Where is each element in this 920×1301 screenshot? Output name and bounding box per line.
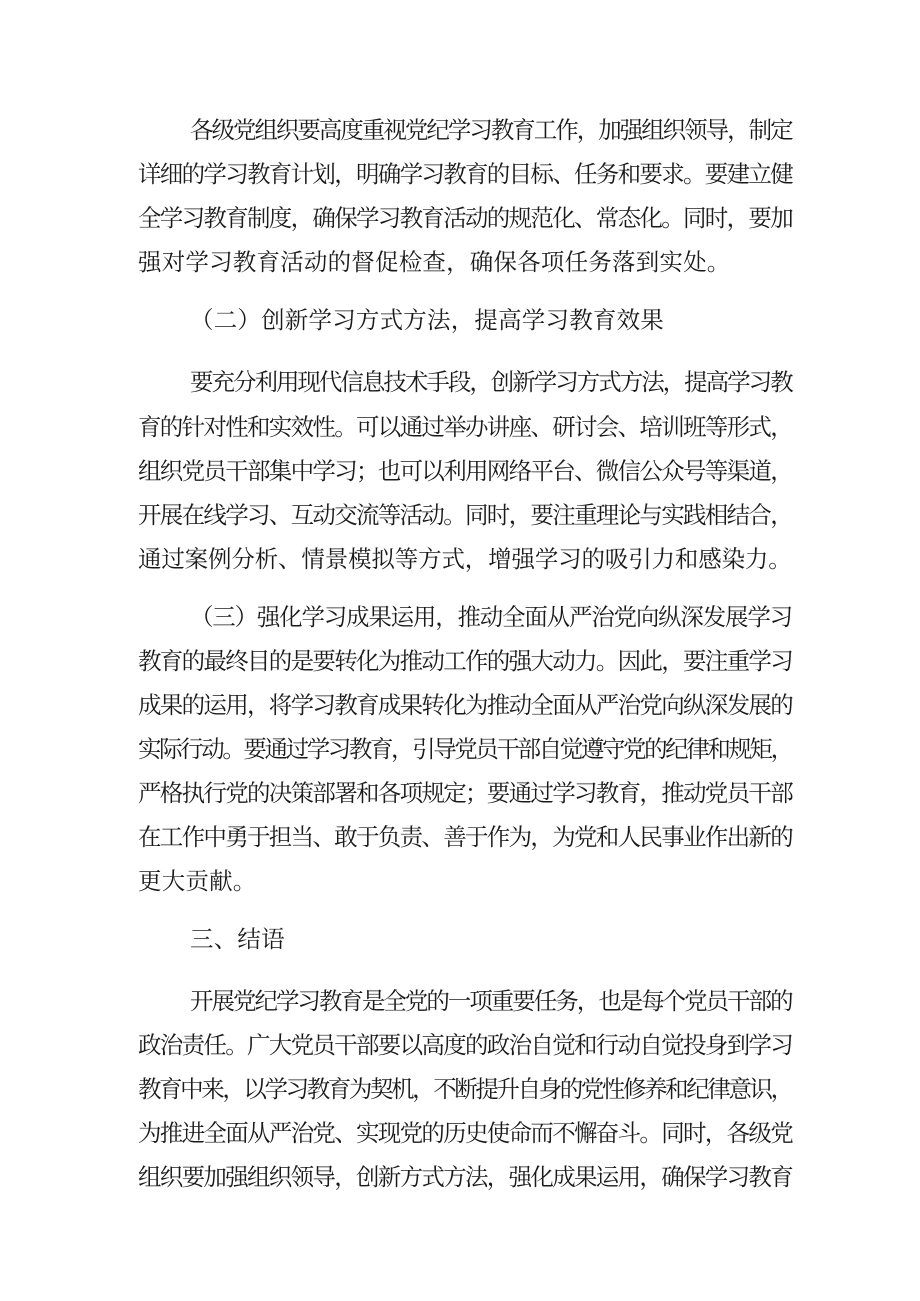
paragraph-line: 政治责任。广大党员干部要以高度的政治自觉和行动自觉投身到学习 <box>138 1031 792 1059</box>
paragraph-line: 全学习教育制度，确保学习教育活动的规范化、常态化。同时，要加 <box>138 204 792 232</box>
paragraph-line: 详细的学习教育计划，明确学习教育的目标、任务和要求。要建立健 <box>138 160 792 188</box>
paragraph-line: 组织要加强组织领导，创新方式方法，强化成果运用，确保学习教育 <box>138 1163 792 1191</box>
paragraph-line: 为推进全面从严治党、实现党的历史使命而不懈奋斗。同时，各级党 <box>138 1119 792 1147</box>
paragraph-line: （三）强化学习成果运用，推动全面从严治党向纵深发展学习 <box>190 603 792 631</box>
paragraph-line: 要充分利用现代信息技术手段，创新学习方式方法，提高学习教 <box>190 368 792 396</box>
paragraph-line: 成果的运用，将学习教育成果转化为推动全面从严治党向纵深发展的 <box>138 691 792 719</box>
paragraph-line: 通过案例分析、情景模拟等方式，增强学习的吸引力和感染力。 <box>138 545 792 573</box>
paragraph-line: 组织党员干部集中学习；也可以利用网络平台、微信公众号等渠道， <box>138 457 792 485</box>
paragraph-line: 各级党组织要高度重视党纪学习教育工作，加强组织领导，制定 <box>190 116 792 144</box>
paragraph-line: 更大贡献。 <box>138 867 257 895</box>
paragraph-line: 实际行动。要通过学习教育，引导党员干部自觉遵守党的纪律和规矩， <box>138 735 792 763</box>
paragraph-line: 育的针对性和实效性。可以通过举办讲座、研讨会、培训班等形式， <box>138 413 792 441</box>
paragraph-line: 教育中来，以学习教育为契机，不断提升自身的党性修养和纪律意识， <box>138 1075 792 1103</box>
paragraph-line: 教育的最终目的是要转化为推动工作的强大动力。因此，要注重学习 <box>138 647 792 675</box>
section-heading-innovate-methods: （二）创新学习方式方法，提高学习教育效果 <box>190 306 664 334</box>
paragraph-line: 强对学习教育活动的督促检查，确保各项任务落到实处。 <box>138 248 731 276</box>
section-heading-conclusion: 三、结语 <box>190 925 285 953</box>
paragraph-line: 在工作中勇于担当、敢于负责、善于作为，为党和人民事业作出新的 <box>138 823 792 851</box>
paragraph-line: 开展在线学习、互动交流等活动。同时，要注重理论与实践相结合， <box>138 501 792 529</box>
paragraph-line: 开展党纪学习教育是全党的一项重要任务，也是每个党员干部的 <box>190 987 792 1015</box>
paragraph-line: 严格执行党的决策部署和各项规定；要通过学习教育，推动党员干部 <box>138 779 792 807</box>
